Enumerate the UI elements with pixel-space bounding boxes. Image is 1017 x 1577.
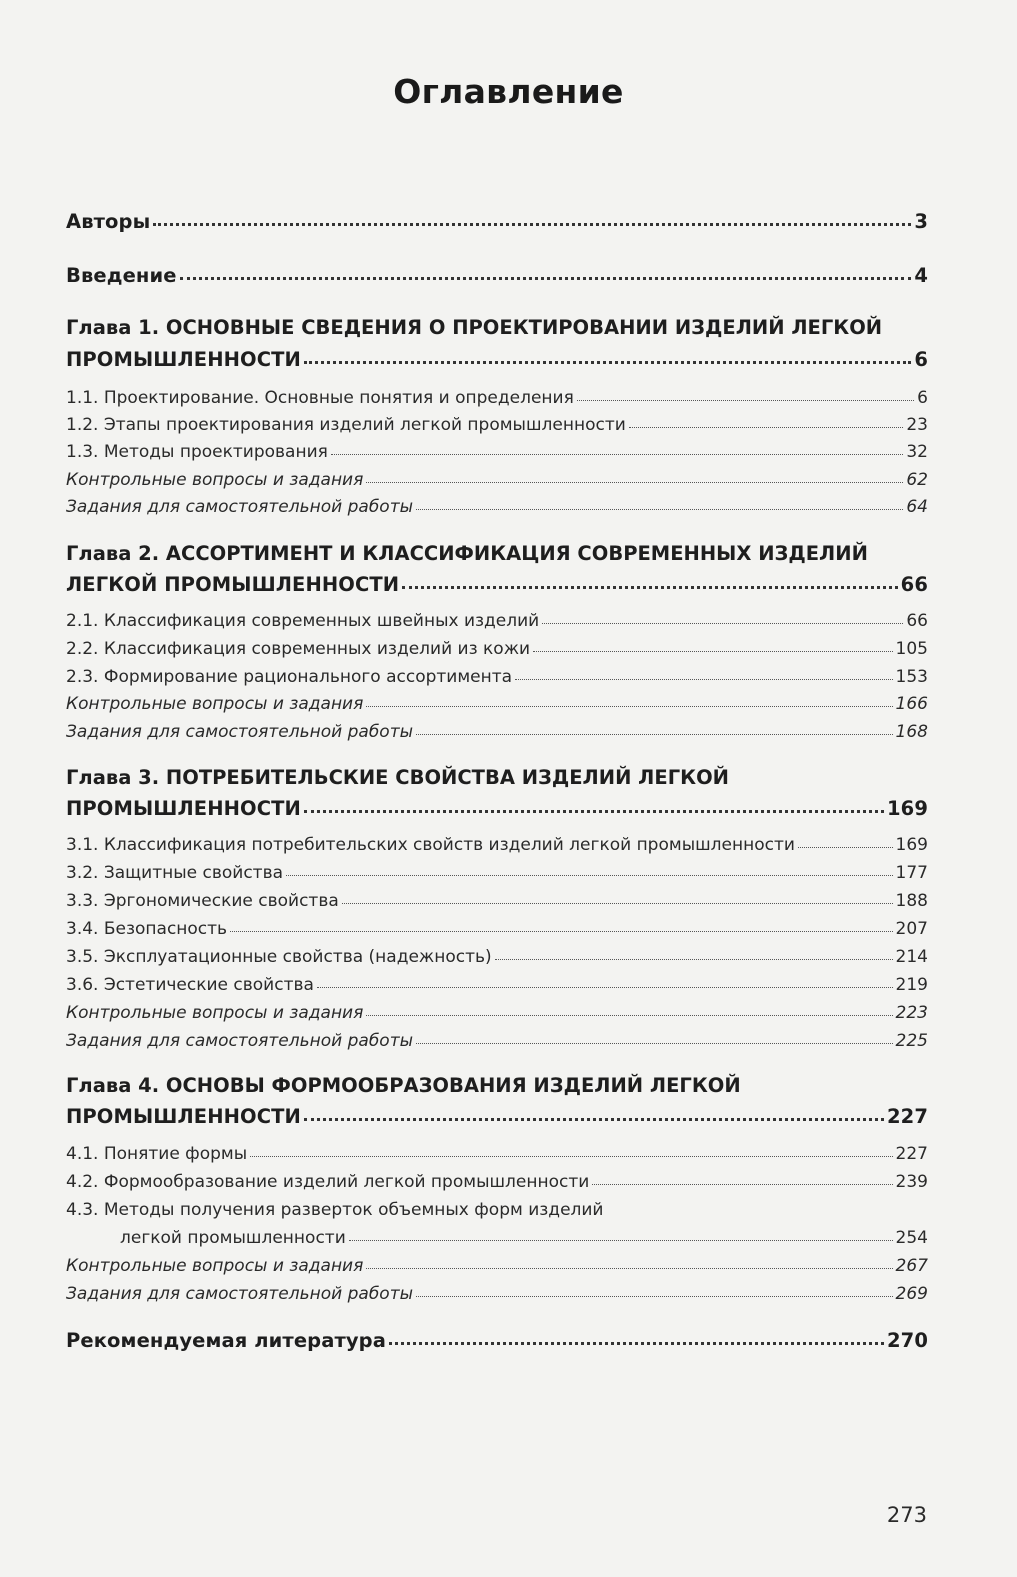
section-page-number: 227 bbox=[895, 1144, 928, 1164]
dot-leader bbox=[577, 387, 914, 401]
section-page-number: 254 bbox=[895, 1228, 928, 1248]
chapter-1-title[interactable]: Глава 1. ОСНОВНЫЕ СВЕДЕНИЯ О ПРОЕКТИРОВАНИИ ИЗДЕЛИЙ ЛЕГКОЙ bbox=[66, 316, 883, 339]
dot-leader bbox=[515, 666, 892, 680]
section-label: 3.4. Безопасность bbox=[66, 919, 228, 939]
section-entry[interactable] bbox=[66, 1144, 928, 1164]
section-page-number: 62 bbox=[906, 470, 928, 490]
toc-page-number: 169 bbox=[886, 797, 928, 820]
section-entry[interactable] bbox=[66, 1172, 928, 1192]
page-number: 273 bbox=[886, 1503, 927, 1527]
dot-leader bbox=[798, 834, 893, 848]
chapter-3-entry[interactable] bbox=[66, 797, 928, 820]
page-title: Оглавление bbox=[393, 72, 624, 111]
section-label: 1.3. Методы проектирования bbox=[66, 442, 328, 462]
section-entry[interactable] bbox=[66, 667, 928, 687]
dot-leader bbox=[389, 1327, 884, 1345]
chapter-4-title[interactable]: Глава 4. ОСНОВЫ ФОРМООБРАЗОВАНИЯ ИЗДЕЛИЙ ЛЕГКОЙ bbox=[66, 1074, 741, 1097]
section-label: Контрольные вопросы и задания bbox=[66, 470, 364, 490]
dot-leader bbox=[416, 496, 903, 510]
dot-leader bbox=[304, 795, 884, 813]
section-label: 4.3. Методы получения разверток объемных форм изделий bbox=[66, 1200, 604, 1220]
section-page-number: 269 bbox=[895, 1284, 928, 1304]
dot-leader bbox=[629, 414, 904, 428]
chapter-2-entry[interactable] bbox=[66, 573, 928, 596]
section-page-number: 169 bbox=[895, 835, 928, 855]
toc-page-number: 4 bbox=[914, 264, 928, 287]
dot-leader bbox=[542, 610, 903, 624]
section-page-number: 207 bbox=[895, 919, 928, 939]
dot-leader bbox=[366, 693, 892, 707]
toc-entry-introduction[interactable] bbox=[66, 264, 928, 287]
toc-page-number: 3 bbox=[914, 210, 928, 233]
section-label: 2.1. Классификация современных швейных изделий bbox=[66, 611, 540, 631]
section-label: 4.2. Формообразование изделий легкой промышленности bbox=[66, 1172, 590, 1192]
section-label: 3.2. Защитные свойства bbox=[66, 863, 284, 883]
section-page-number: 214 bbox=[895, 947, 928, 967]
section-entry[interactable] bbox=[66, 919, 928, 939]
section-label: Задания для самостоятельной работы bbox=[66, 1284, 414, 1304]
dot-leader bbox=[402, 571, 897, 589]
section-label: Задания для самостоятельной работы bbox=[66, 1031, 414, 1051]
section-label: Задания для самостоятельной работы bbox=[66, 722, 414, 742]
dot-leader bbox=[416, 1283, 893, 1297]
dot-leader bbox=[366, 469, 903, 483]
section-page-number: 105 bbox=[895, 639, 928, 659]
section-entry[interactable] bbox=[66, 1228, 928, 1248]
chapter-title-continuation: ПРОМЫШЛЕННОСТИ bbox=[66, 348, 301, 371]
dot-leader bbox=[592, 1171, 892, 1185]
toc-entry-literature[interactable] bbox=[66, 1329, 928, 1352]
dot-leader bbox=[286, 862, 893, 876]
section-page-number: 267 bbox=[895, 1256, 928, 1276]
dot-leader bbox=[304, 346, 911, 364]
chapter-title-continuation: ПРОМЫШЛЕННОСТИ bbox=[66, 797, 301, 820]
dot-leader bbox=[153, 208, 911, 226]
section-page-number: 223 bbox=[895, 1003, 928, 1023]
dot-leader bbox=[331, 441, 904, 455]
section-label: 2.3. Формирование рационального ассортимента bbox=[66, 667, 513, 687]
section-page-number: 64 bbox=[906, 497, 928, 517]
toc-page-number: 66 bbox=[900, 573, 928, 596]
section-entry[interactable] bbox=[66, 388, 928, 408]
dot-leader bbox=[317, 974, 893, 988]
section-label: 3.5. Эксплуатационные свойства (надежность) bbox=[66, 947, 492, 967]
section-page-number: 23 bbox=[906, 415, 928, 435]
section-label: Задания для самостоятельной работы bbox=[66, 497, 414, 517]
section-page-number: 177 bbox=[895, 863, 928, 883]
section-label: Контрольные вопросы и задания bbox=[66, 694, 364, 714]
section-page-number: 153 bbox=[895, 667, 928, 687]
chapter-2-title[interactable]: Глава 2. АССОРТИМЕНТ И КЛАССИФИКАЦИЯ СОВРЕМЕННЫХ ИЗДЕЛИЙ bbox=[66, 542, 868, 565]
section-entry-first-line[interactable] bbox=[66, 1200, 928, 1220]
section-page-number: 66 bbox=[906, 611, 928, 631]
toc-entry-authors[interactable] bbox=[66, 210, 928, 233]
dot-leader bbox=[342, 890, 893, 904]
section-entry[interactable] bbox=[66, 975, 928, 995]
review-questions-entry[interactable] bbox=[66, 470, 928, 490]
dot-leader bbox=[416, 721, 893, 735]
toc-entry-label: Авторы bbox=[66, 210, 151, 233]
toc-page-number: 6 bbox=[914, 348, 928, 371]
self-study-entry[interactable] bbox=[66, 497, 928, 517]
section-entry[interactable] bbox=[66, 835, 928, 855]
section-label-continuation: легкой промышленности bbox=[120, 1228, 346, 1248]
chapter-1-entry[interactable] bbox=[66, 348, 928, 371]
section-page-number: 168 bbox=[895, 722, 928, 742]
section-page-number: 188 bbox=[895, 891, 928, 911]
toc-page-number: 227 bbox=[886, 1105, 928, 1128]
dot-leader bbox=[230, 918, 892, 932]
section-label: 4.1. Понятие формы bbox=[66, 1144, 248, 1164]
section-entry[interactable] bbox=[66, 863, 928, 883]
section-entry[interactable] bbox=[66, 415, 928, 435]
dot-leader bbox=[349, 1227, 893, 1241]
section-entry[interactable] bbox=[66, 891, 928, 911]
self-study-entry[interactable] bbox=[66, 722, 928, 742]
section-label: 2.2. Классификация современных изделий из кожи bbox=[66, 639, 531, 659]
section-label: 1.2. Этапы проектирования изделий легкой промышленности bbox=[66, 415, 626, 435]
chapter-title-continuation: ПРОМЫШЛЕННОСТИ bbox=[66, 1105, 301, 1128]
toc-entry-label: Рекомендуемая литература bbox=[66, 1329, 386, 1352]
toc-entry-label: Введение bbox=[66, 264, 177, 287]
dot-leader bbox=[180, 262, 912, 280]
section-label: 1.1. Проектирование. Основные понятия и определения bbox=[66, 388, 574, 408]
chapter-4-entry[interactable] bbox=[66, 1105, 928, 1128]
section-page-number: 32 bbox=[906, 442, 928, 462]
section-entry[interactable] bbox=[66, 639, 928, 659]
dot-leader bbox=[250, 1143, 892, 1157]
section-page-number: 239 bbox=[895, 1172, 928, 1192]
dot-leader bbox=[304, 1103, 884, 1121]
section-label: 3.1. Классификация потребительских свойств изделий легкой промышленности bbox=[66, 835, 795, 855]
chapter-title-continuation: ЛЕГКОЙ ПРОМЫШЛЕННОСТИ bbox=[66, 573, 400, 596]
section-page-number: 219 bbox=[895, 975, 928, 995]
section-page-number: 6 bbox=[917, 388, 928, 408]
self-study-entry[interactable] bbox=[66, 1284, 928, 1304]
self-study-entry[interactable] bbox=[66, 1031, 928, 1051]
dot-leader bbox=[366, 1255, 892, 1269]
section-label: 3.6. Эстетические свойства bbox=[66, 975, 314, 995]
section-label: Контрольные вопросы и задания bbox=[66, 1003, 364, 1023]
section-entry[interactable] bbox=[66, 611, 928, 631]
toc-page-number: 270 bbox=[886, 1329, 928, 1352]
section-label: 3.3. Эргономические свойства bbox=[66, 891, 339, 911]
dot-leader bbox=[533, 638, 892, 652]
section-entry[interactable] bbox=[66, 442, 928, 462]
dot-leader bbox=[366, 1002, 892, 1016]
section-page-number: 166 bbox=[895, 694, 928, 714]
review-questions-entry[interactable] bbox=[66, 1003, 928, 1023]
dot-leader bbox=[416, 1030, 893, 1044]
chapter-3-title[interactable]: Глава 3. ПОТРЕБИТЕЛЬСКИЕ СВОЙСТВА ИЗДЕЛИЙ ЛЕГКОЙ bbox=[66, 766, 729, 789]
review-questions-entry[interactable] bbox=[66, 694, 928, 714]
section-label: Контрольные вопросы и задания bbox=[66, 1256, 364, 1276]
section-page-number: 225 bbox=[895, 1031, 928, 1051]
dot-leader bbox=[495, 946, 893, 960]
review-questions-entry[interactable] bbox=[66, 1256, 928, 1276]
section-entry[interactable] bbox=[66, 947, 928, 967]
